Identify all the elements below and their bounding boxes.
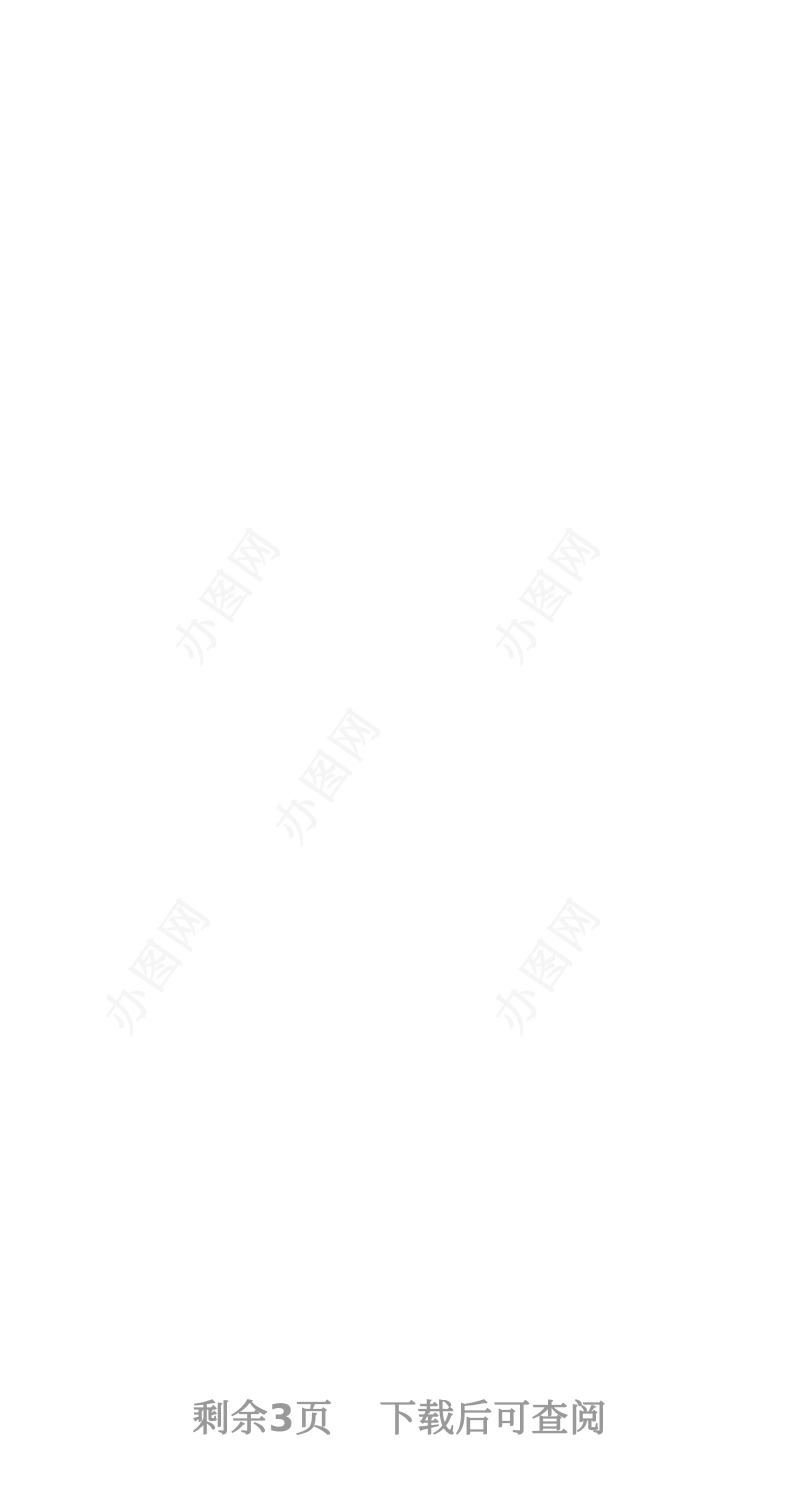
remaining-pages-label: 剩余3页 [192, 1397, 334, 1440]
watermark-text [475, 883, 615, 1044]
download-prompt[interactable] [0, 1388, 800, 1442]
download-to-view-label: 下载后可查阅 [379, 1397, 608, 1440]
watermark-text [155, 513, 295, 674]
watermark-text [255, 693, 395, 854]
watermark-text [85, 883, 225, 1044]
watermark-text [475, 513, 615, 674]
